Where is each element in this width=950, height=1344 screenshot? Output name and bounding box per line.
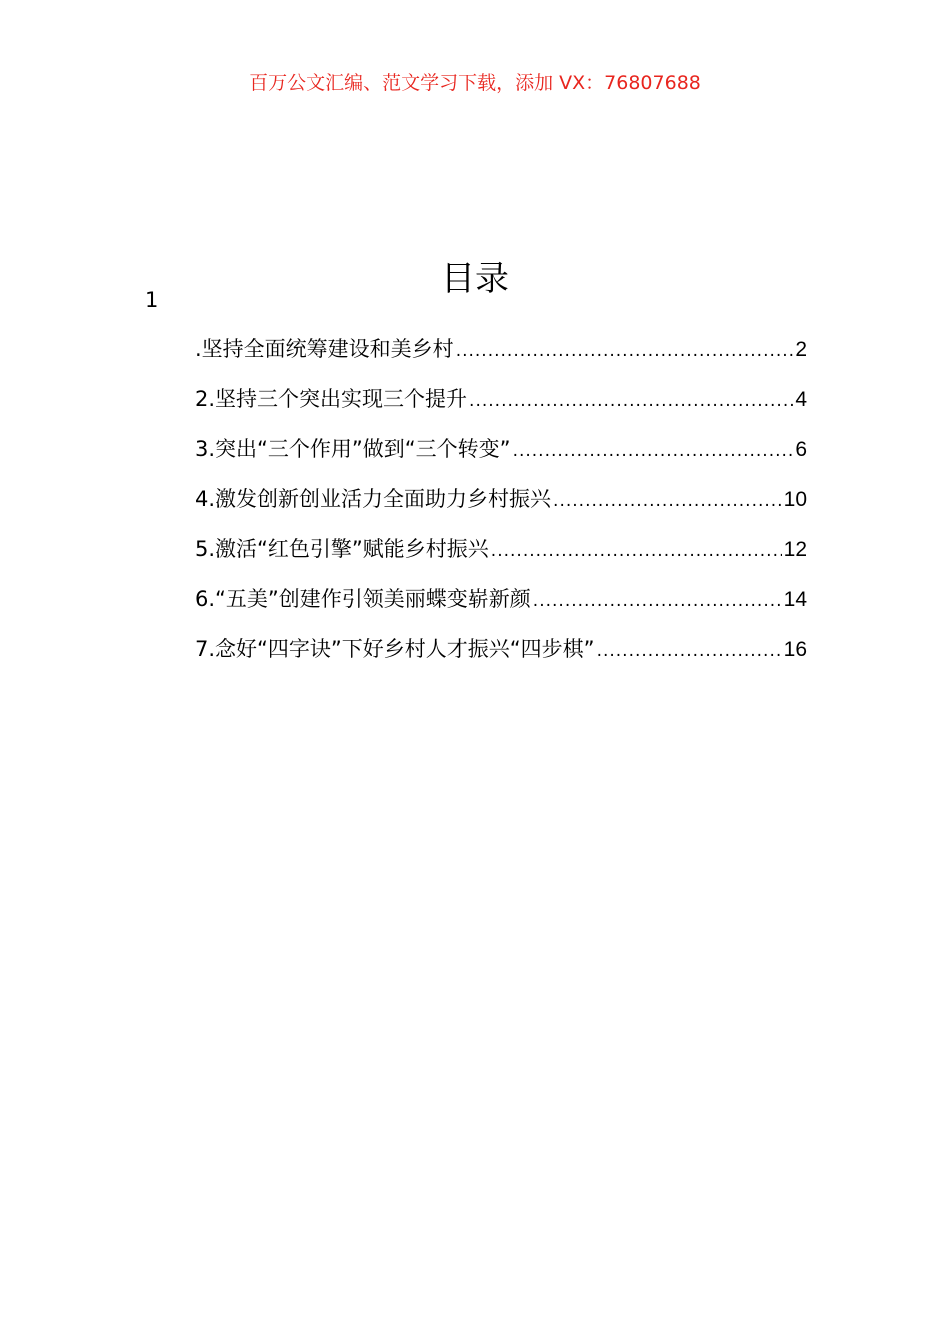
toc-entry-title: 2.坚持三个突出实现三个提升 [195,387,468,411]
toc-entry-2[interactable] [195,384,807,434]
toc-entry-3[interactable] [195,434,807,484]
table-of-contents [195,334,807,684]
toc-dot-leader [597,636,782,666]
toc-entry-title: 4.激发创新创业活力全面助力乡村振兴 [195,487,552,511]
toc-dot-leader [491,536,782,566]
toc-dot-leader [513,436,794,466]
toc-heading: 目录 [441,258,509,299]
toc-entry-1[interactable] [195,334,807,384]
toc-page-number: 2 [795,338,807,361]
toc-page-number: 16 [783,638,807,661]
toc-entry-title: 3.突出“三个作用”做到“三个转变” [195,437,511,461]
toc-page-number: 14 [783,588,807,611]
header-watermark-note: 百万公文汇编、范文学习下载，添加 VX：76807688 [249,72,701,94]
toc-entry-title: 7.念好“四字诀”下好乡村人才振兴“四步棋” [195,637,595,661]
toc-dot-leader [553,486,782,516]
toc-entry-title: 6.“五美”创建作引领美丽蝶变崭新颜 [195,587,531,611]
toc-entry-7[interactable] [195,634,807,684]
toc-page-number: 4 [795,388,807,411]
toc-dot-leader [533,586,782,616]
toc-entry-5[interactable] [195,534,807,584]
toc-entry-title: .坚持全面统筹建设和美乡村 [195,337,454,361]
toc-entry-6[interactable] [195,584,807,634]
toc-entry-4[interactable] [195,484,807,534]
toc-dot-leader [469,386,793,416]
toc-page-number: 12 [783,538,807,561]
toc-entry-title: 5.激活“红色引擎”赋能乡村振兴 [195,537,489,561]
section-number: 1 [145,288,159,312]
toc-page-number: 6 [795,438,807,461]
toc-dot-leader [456,336,794,366]
toc-page-number: 10 [783,488,807,511]
